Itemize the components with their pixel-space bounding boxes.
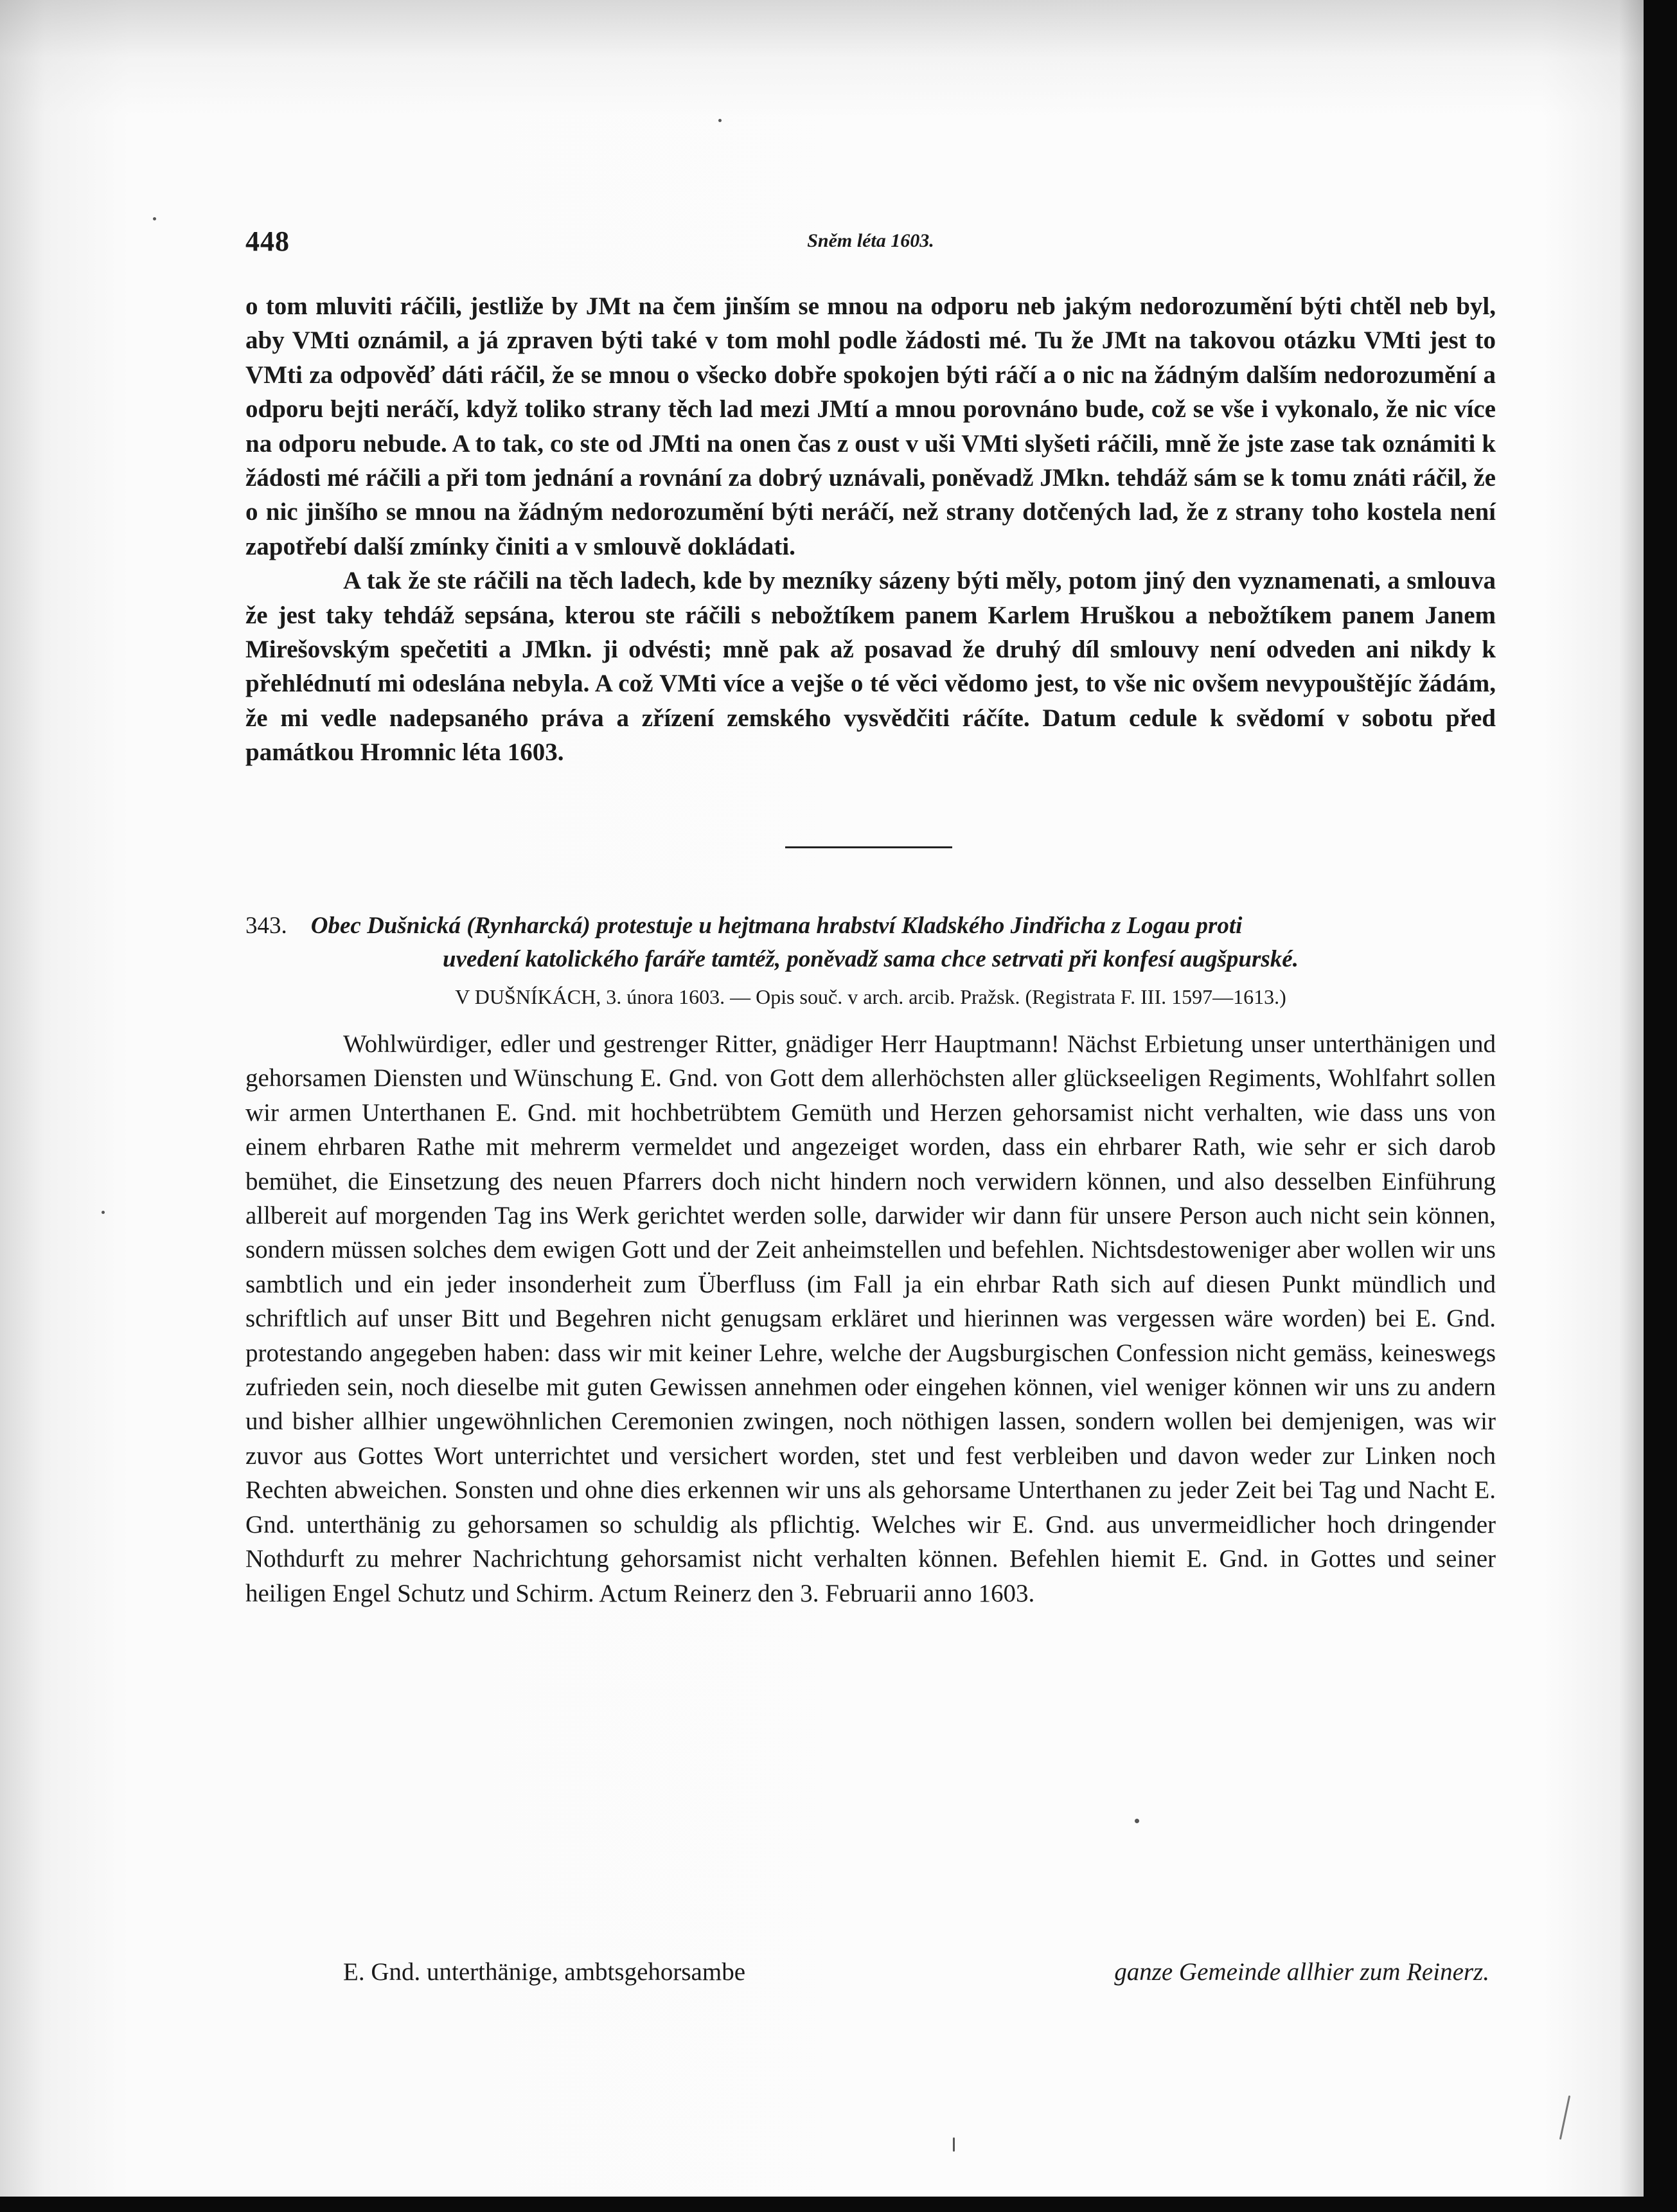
- german-text-block: [245, 1027, 1496, 1610]
- section-divider: [785, 846, 952, 848]
- scan-speck: [953, 2137, 955, 2152]
- document-title-line-2: uvedení katolického faráře tamtéž, poněvadž sama chce setrvati při konfesí augšpurské.: [443, 946, 1299, 972]
- scan-border-right: [1644, 0, 1677, 2212]
- running-title: Sněm léta 1603.: [807, 230, 934, 251]
- german-paragraph: Wohlwürdiger, edler und gestrenger Ritter, gnädiger Herr Hauptmann! Nächst Erbietung unser unterthänigen und gehorsamen Diensten und Wünschung E. Gnd. von Gott dem allerhöchsten aller glückseeligen Regiments, Wohlfahrt sollen wir armen Unterthanen E. Gnd. mit hochbetrübtem Gemüth und Herzen gehorsamist nicht verhalten, wie dass uns von einem ehrbaren Rathe mit mehrerm vermeldet und angezeiget worden, dass ein ehrbarer Rath, wie sehr er sich darob bemühet, die Einsetzung des neuen Pfarrers doch nicht hindern noch verwidern können, und also desselben Einführung allbereit auf morgenden Tag ins Werk gerichtet werden solle, darwider wir dann für unsere Person auch nicht sein können, sondern müssen solches dem ewigen Gott und der Zeit anheimstellen und befehlen. Nichtsdestoweniger aber wollen wir uns sambtlich und ein jeder insonderheit zum Überfluss (im Fall ja ein ehrbar Rath sich auf diesen Punkt mündlich und schriftlich auf unser Bitt und Begehren nicht genugsam erkläret und hierinnen was vergessen wäre worden) bei E. Gnd. protestando angegeben haben: dass wir mit keiner Lehre, welche der Augsburgischen Confession nicht gemäss, keineswegs zufrieden sein, noch dieselbe mit guten Gewissen annehmen oder eingehen können, viel weniger können wir uns zu andern und bisher allhier ungewöhnlichen Ceremonien zwingen, noch nöthigen lassen, sondern wollen bei demjenigen, was wir zuvor aus Gottes Wort unterrichtet und versichert worden, stet und fest verbleiben und davon weder zur Linken noch Rechten abweichen. Sonsten und ohne dies erkennen wir uns als gehorsame Unterthanen zu jeder Zeit bei Tag und Nacht E. Gnd. unterthänig zu gehorsamen so schuldig als pflichtig. Welches wir E. Gnd. aus unvermeidlicher hoch dringender Nothdurft zu mehrer Nachrichtung gehorsamist nicht verhalten können. Befehlen hiemit E. Gnd. in Gottes und seiner heiligen Engel Schutz und Schirm. Actum Reinerz den 3. Februarii anno 1603.: [245, 1030, 1496, 1607]
- scan-speck: [102, 1211, 105, 1214]
- scan-border-bottom: [0, 2197, 1677, 2212]
- document-heading: [245, 909, 1496, 976]
- document-title-text-1: Obec Dušnická (Rynharcká) protestuje u hejtmana hrabství Kladského Jindřicha z Logau proti: [310, 913, 1243, 939]
- document-number: 343.: [245, 913, 287, 939]
- document-source: V DUŠNÍKÁCH, 3. února 1603. — Opis souč. v arch. arcib. Pražsk. (Registrata F. III. 1597—1613.): [455, 985, 1286, 1008]
- scan-speck: [718, 119, 722, 122]
- binding-shadow: [1619, 0, 1644, 2212]
- book-page: [245, 206, 1496, 1986]
- scan-speck: [1135, 1819, 1139, 1823]
- signature-line: [245, 1955, 1496, 1990]
- document-title-line-1: [245, 909, 1496, 943]
- czech-text-block: [245, 289, 1496, 770]
- signature-right: ganze Gemeinde allhier zum Reinerz.: [1114, 1958, 1489, 1986]
- scan-shading: [0, 0, 1677, 116]
- signature-left: E. Gnd. unterthänige, ambtsgehorsambe: [343, 1958, 745, 1986]
- scan-speck: [153, 217, 156, 220]
- czech-paragraph: A tak že ste ráčili na těch ladech, kde by mezníky sázeny býti měly, potom jiný den vyznamenati, a smlouva že jest taky tehdáž sepsána, kterou ste ráčili s nebožtíkem panem Karlem Hruškou a nebožtíkem panem Janem Mirešovským spečetiti a JMkn. ji odvésti; mně pak až posavad že druhý díl smlouvy není odveden ani nikdy k přehlédnutí mi odeslána nebyla. A což VMti více a vejše o té věci vědomo jest, to vše nic ovšem nevypouštějíc žádám, že mi vedle nadepsaného práva a zřízení zemského vysvědčiti ráčíte. Datum cedule k svědomí v sobotu před památkou Hromnic léta 1603.: [245, 567, 1496, 767]
- page-number: 448: [245, 226, 290, 257]
- running-head: [245, 225, 1496, 263]
- czech-paragraph: o tom mluviti ráčili, jestliže by JMt na čem jinším se mnou na odporu neb jakým nedorozumění býti chtěl neb byl, aby VMti oznámil, a já zpraven býti také v tom mohl podle žádosti mé. Tu že JMt na takovou otázku VMti jest to VMti za odpověď dáti ráčil, že se mnou o všecko dobře spokojen býti ráčí a o nic na žádným dalším nedorozumění a odporu bejti neráčí, když toliko strany těch lad mezi JMtí a mnou porovnáno bude, což se vše i vykonalo, že nic více na odporu nebude. A to tak, co ste od JMti na onen čas z oust v uši VMti slyšeti ráčili, mně že jste zase tak oznámiti k žádosti mé ráčili a při tom jednání a rovnání za dobrý uznávali, poněvadž JMkn. tehdáž sám se k tomu znáti ráčil, že o nic jinšího se mnou na žádným nedorozumění býti neráčí, než strany dotčených lad, že z strany toho kostela není zapotřebí další zmínky činiti a v smlouvě dokládati.: [245, 292, 1496, 560]
